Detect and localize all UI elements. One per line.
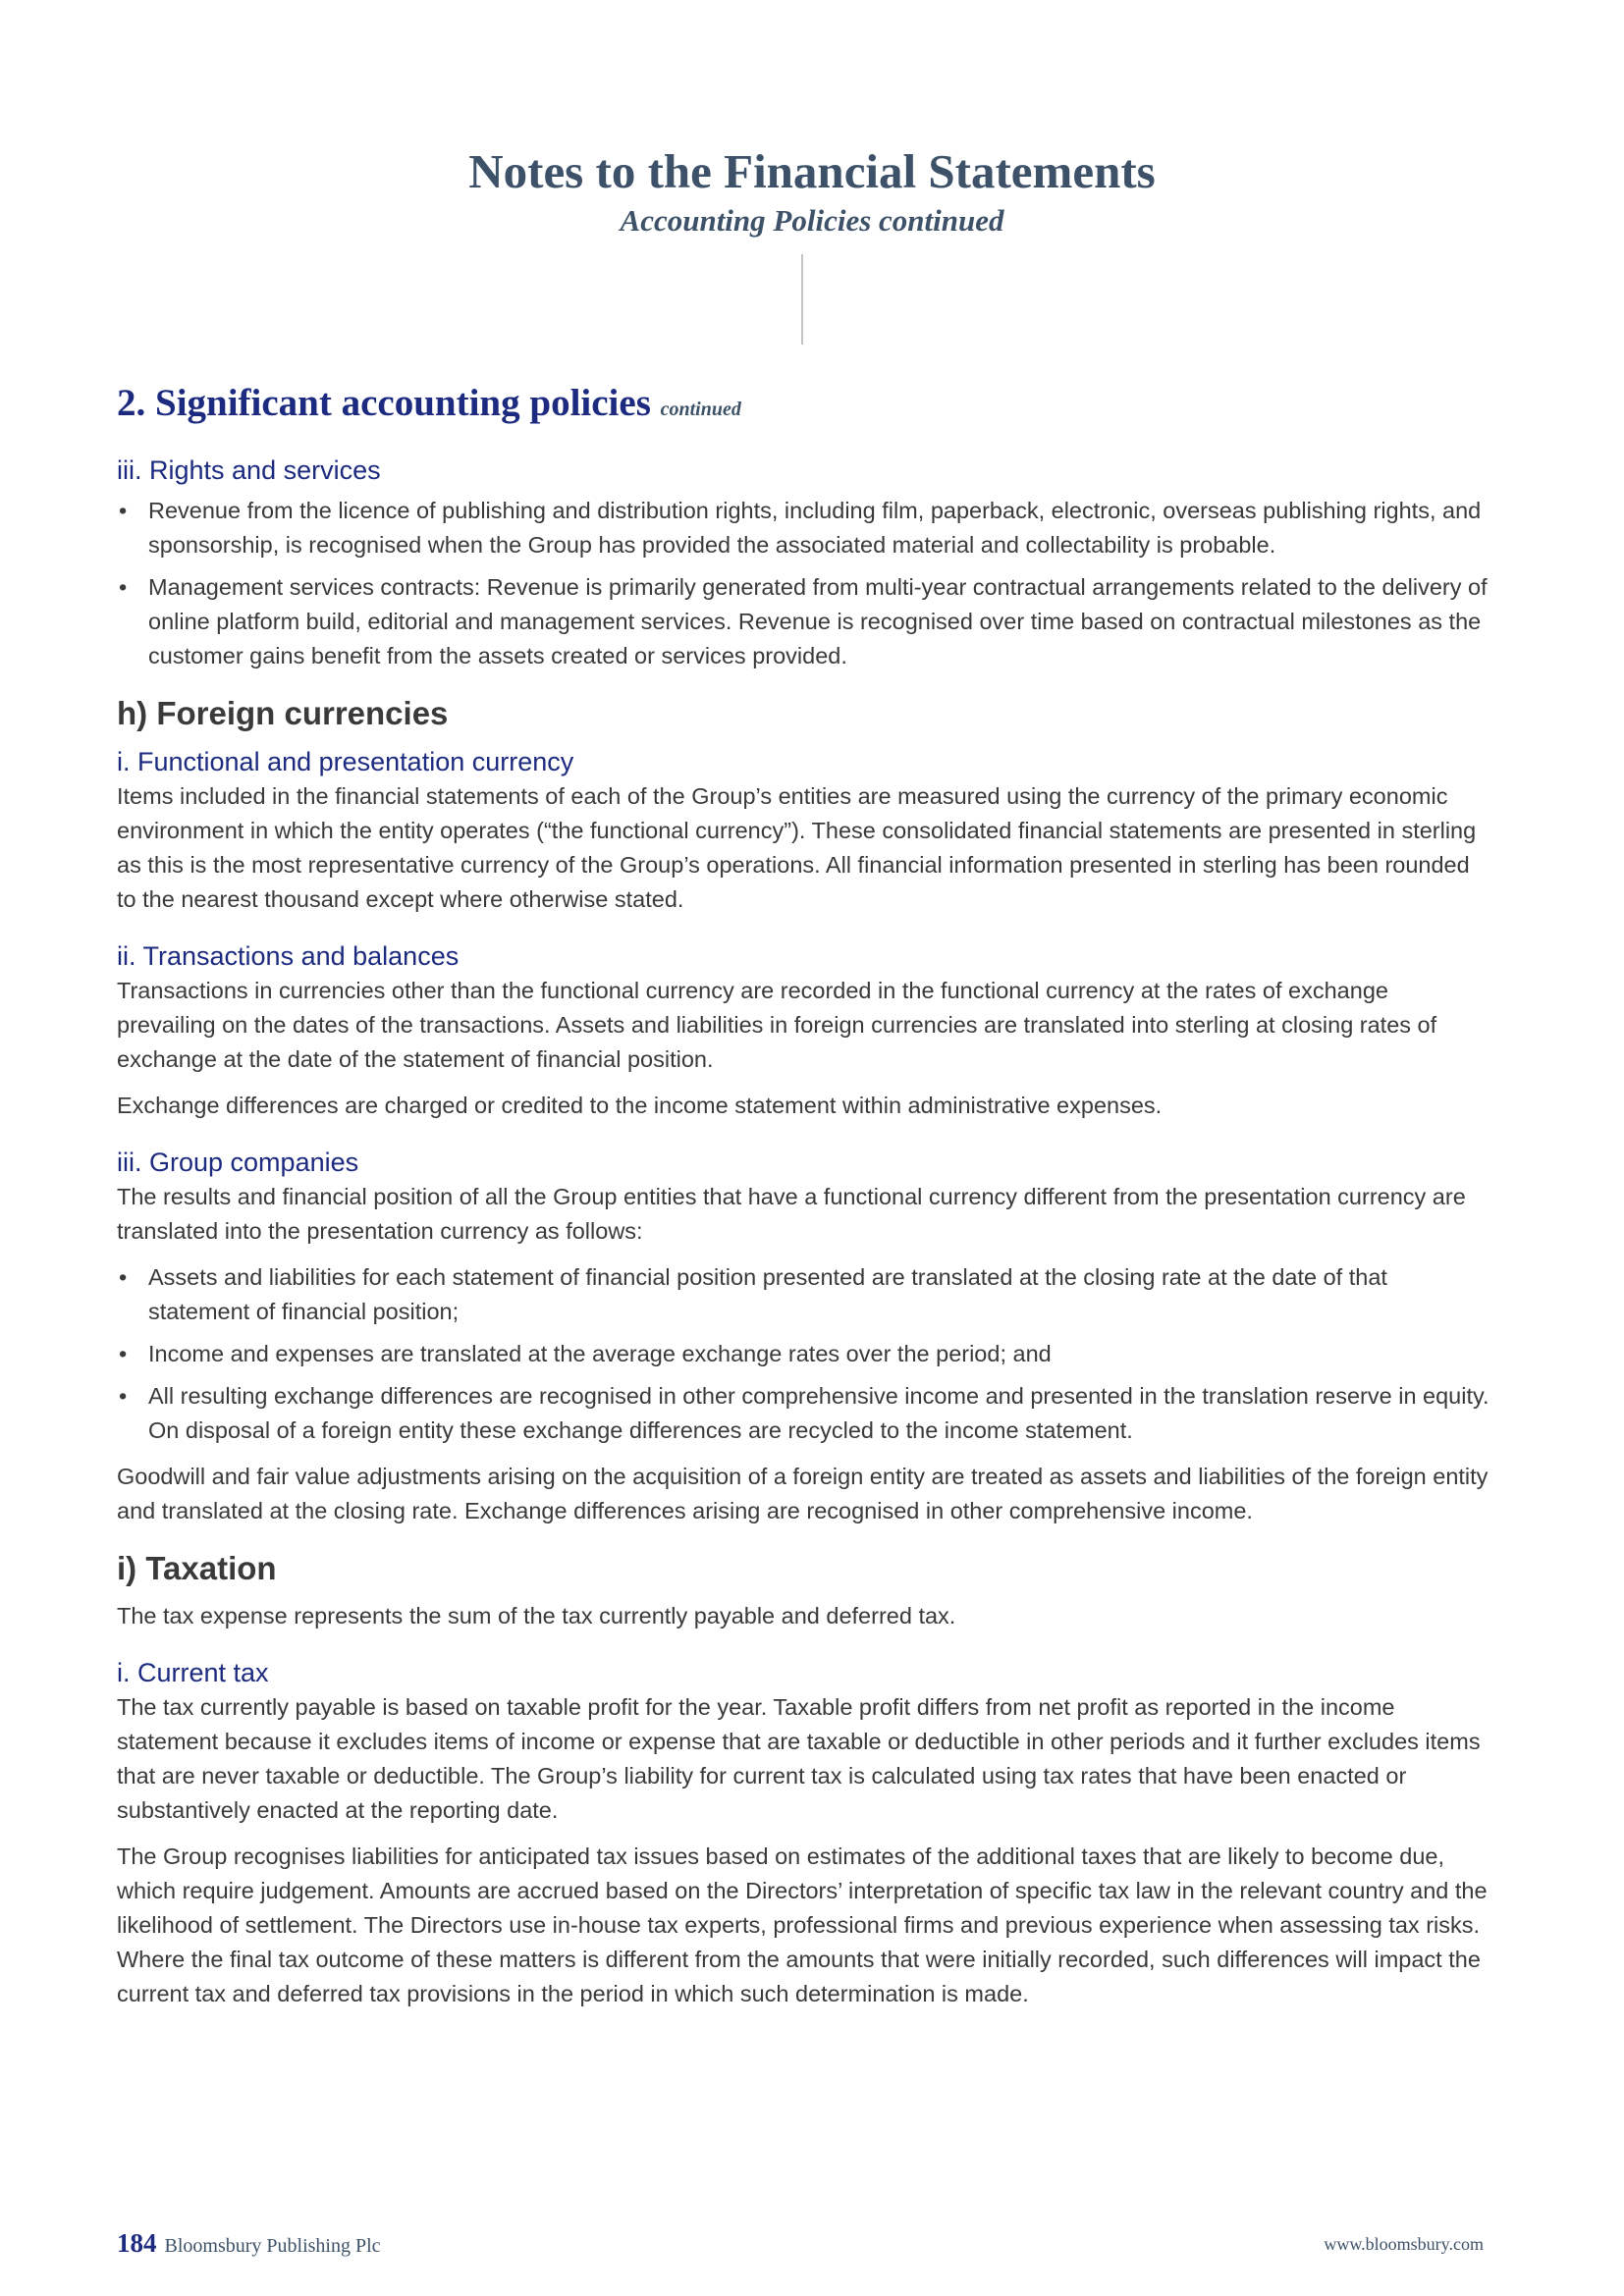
list-item xyxy=(117,1379,1491,1448)
list-item xyxy=(117,494,1491,562)
transactions-paragraph-1: Transactions in currencies other than the functional currency are recorded in the functional currency at the rates of exchange prevailing on the dates of the transactions. Assets and liabilities in foreign currencies are translated into sterling at closing rates of exchange at the date of the statement of financial position. xyxy=(117,978,1437,1072)
page-subtitle: Accounting Policies continued xyxy=(620,203,1004,238)
list-item-text: Revenue from the licence of publishing and distribution rights, including film, paperback, electronic, overseas publishing rights, and sponsorship, is recognised when the Group has provided the associated material and collectability is probable. xyxy=(148,498,1482,558)
bullet-icon: • xyxy=(119,1264,128,1290)
functional-currency-text: Items included in the financial statements of each of the Group’s entities are measured using the currency of the primary economic environment in which the entity operates (“the functional currency”). These consolidated financial statements are presented in sterling as this is the most representative currency of the Group’s operations. All financial information presented in sterling has been rounded to the nearest thousand except where otherwise stated. xyxy=(117,783,1477,912)
foreign-currencies-heading: h) Foreign currencies xyxy=(117,695,449,731)
group-companies-intro: The results and financial position of all the Group entities that have a functional currency different from the presentation currency are translated into the presentation currency as follows: xyxy=(117,1184,1466,1244)
list-item xyxy=(117,1260,1491,1329)
list-item-text: Income and expenses are translated at the average exchange rates over the period; and xyxy=(148,1341,1052,1366)
rights-services-list xyxy=(117,494,1491,673)
group-companies-outro: Goodwill and fair value adjustments arising on the acquisition of a foreign entity are treated as assets and liabilities of the foreign entity and translated at the closing rate. Exchange differences arising are recognised in other comprehensive income. xyxy=(117,1464,1489,1523)
list-item-text: Assets and liabilities for each statement of financial position presented are translated at the closing rate at the date of that statement of financial position; xyxy=(148,1264,1387,1324)
transactions-paragraph-2: Exchange differences are charged or credited to the income statement within administrative expenses. xyxy=(117,1093,1163,1118)
section-title xyxy=(117,376,1491,437)
taxation-intro: The tax expense represents the sum of the tax currently payable and deferred tax. xyxy=(117,1603,956,1629)
current-tax-paragraph-2: The Group recognises liabilities for anticipated tax issues based on estimates of the additional taxes that are likely to become due, which require judgement. Amounts are accrued based on the Directors’ interpretation of specific tax law in the relevant country and the likelihood of settlement. The Directors use in-house tax experts, professional firms and previous experience when assessing tax risks. Where the final tax outcome of these matters is different from the amounts that were initially recorded, such differences will impact the current tax and deferred tax provisions in the period in which such determination is made. xyxy=(117,1843,1488,2006)
header-divider xyxy=(801,254,803,345)
main-content xyxy=(117,376,1491,2023)
list-item-text: All resulting exchange differences are recognised in other comprehensive income and presented in the translation reserve in equity. On disposal of a foreign entity these exchange differences are recycled to the income statement. xyxy=(148,1383,1489,1443)
current-tax-paragraph-1: The tax currently payable is based on taxable profit for the year. Taxable profit differs from net profit as reported in the income statement because it excludes items of income or expense that are taxable or deductible in other periods and it further excludes items that are never taxable or deductible. The Group’s liability for current tax is calculated using tax rates that have been enacted or substantively enacted at the reporting date. xyxy=(117,1694,1481,1823)
taxation-heading: i) Taxation xyxy=(117,1550,277,1586)
functional-currency-heading: i. Functional and presentation currency xyxy=(117,747,574,776)
transactions-heading: ii. Transactions and balances xyxy=(117,941,460,971)
current-tax-heading: i. Current tax xyxy=(117,1658,269,1687)
list-item xyxy=(117,570,1491,673)
page-footer xyxy=(117,2228,1484,2268)
page-number: 184 xyxy=(117,2228,157,2258)
group-companies-list xyxy=(117,1260,1491,1448)
section-title-text: 2. Significant accounting policies xyxy=(117,382,651,424)
footer-url: www.bloomsbury.com xyxy=(1324,2234,1484,2254)
footer-company: Bloomsbury Publishing Plc xyxy=(164,2235,381,2257)
list-item-text: Management services contracts: Revenue is primarily generated from multi-year contractual arrangements related to the delivery of online platform build, editorial and management services. Revenue is recognised over time based on contractual milestones as the customer gains benefit from the assets created or services provided. xyxy=(148,574,1488,668)
bullet-icon: • xyxy=(119,1383,128,1409)
page-header xyxy=(0,142,1624,240)
page-title: Notes to the Financial Statements xyxy=(468,144,1156,198)
list-item xyxy=(117,1337,1491,1371)
bullet-icon: • xyxy=(119,1341,128,1366)
section-continued-label: continued xyxy=(660,399,741,420)
bullet-icon: • xyxy=(119,574,128,600)
bullet-icon: • xyxy=(119,498,128,523)
group-companies-heading: iii. Group companies xyxy=(117,1148,359,1177)
rights-services-heading: iii. Rights and services xyxy=(117,455,381,485)
